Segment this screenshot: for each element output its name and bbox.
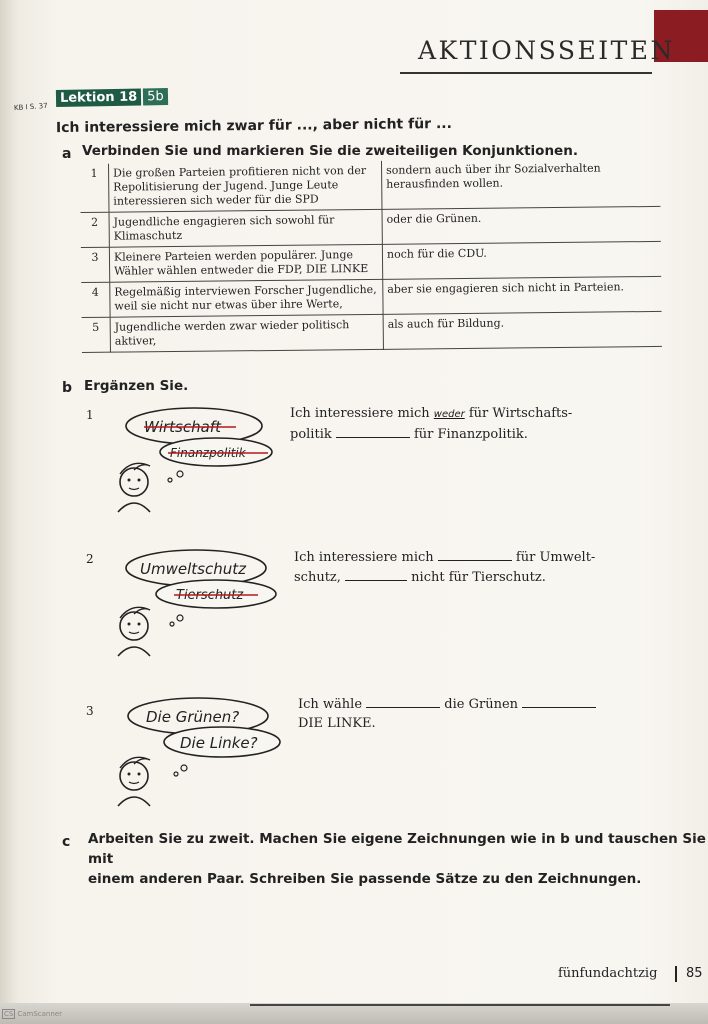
sentence-text: für Finanzpolitik. [409,427,528,442]
sentence-text: die Grünen [440,697,523,712]
thinking-person-drawing [98,398,278,518]
page-number: 85 [686,966,703,981]
sentence-line [290,404,572,425]
sentence-text: Ich wähle [298,697,367,712]
row-number: 1 [80,164,109,213]
section-a-letter: a [62,146,72,162]
watermark-text: CamScanner [17,1010,62,1018]
lesson-badge-label: Lektion 18 [56,88,142,106]
bubble-text: Umweltschutz [140,560,246,578]
table-row [82,311,662,352]
section-c-instruction [88,829,708,889]
sentence-end: sondern auch über ihr Sozialverhalten herausfinden wollen. [381,158,660,209]
scanner-watermark [2,1009,62,1019]
answer-blank[interactable] [366,694,440,708]
lesson-title: Ich interessiere mich zwar für ..., aber nicht für ... [55,115,452,137]
sentence-text: Ich interessiere mich [290,406,434,421]
sentence-end: aber sie engagieren sich nicht in Parteien. [383,276,662,314]
section-b-instruction: Ergänzen Sie. [84,378,189,394]
sentence-text: Ich interessiere mich [294,550,438,565]
sentence-start: Regelmäßig interviewen Forscher Jugendliche, weil sie nicht nur etwas über ihre Werte, [110,279,383,317]
matching-table [80,158,662,353]
sentence-start: Die großen Parteien profitieren nicht von der Repolitisierung der Jugend. Junge Leute interessieren sich weder für die SPD [108,161,381,212]
sentence-text: für Wirtschafts- [464,406,573,421]
row-number: 2 [81,212,110,247]
sentence-end: noch für die CDU. [382,241,661,279]
row-number: 3 [81,247,110,282]
instruction-line: Arbeiten Sie zu zweit. Machen Sie eigene Zeichnungen wie in b und tauschen Sie mit [88,831,706,867]
bubble-text: Die Grünen? [146,708,240,726]
sentence-line [294,567,546,588]
thinking-person-drawing [98,694,288,814]
answer-blank[interactable] [345,567,407,581]
section-a-instruction: Verbinden Sie und markieren Sie die zweiteiligen Konjunktionen. [82,143,578,159]
row-number: 5 [82,317,111,352]
page-edge-shadow [0,1003,708,1024]
answer-blank[interactable] [522,694,596,708]
exercise-number: 2 [86,552,94,566]
exercise-number: 3 [86,704,94,718]
sentence-end: oder die Grünen. [382,206,661,244]
sentence-start: Kleinere Parteien werden populärer. Junge Wähler wählen entweder die FDP, DIE LINKE [109,244,382,282]
bubble-text: Die Linke? [180,734,258,752]
sentence-end: als auch für Bildung. [383,311,662,349]
bubble-text: Finanzpolitik [170,446,246,460]
section-b-letter: b [62,380,73,396]
sentence-text: politik [290,427,336,442]
answer-blank[interactable] [438,547,512,561]
table-row [80,158,660,213]
lesson-badge-sub: 5b [143,88,168,105]
page-header-title: AKTIONSSEITEN [418,36,675,65]
page-bottom-rule [250,1004,670,1006]
sentence-line [290,424,528,445]
footer-separator [675,966,677,982]
lesson-badge [56,88,168,107]
sentence-line [298,694,596,715]
section-c-letter: c [62,834,71,850]
header-underline [400,72,652,74]
instruction-line: einem anderen Paar. Schreiben Sie passende Sätze zu den Zeichnungen. [88,871,642,887]
bubble-text: Wirtschaft [144,418,221,436]
page-number-word: fünfundachtzig [558,966,658,981]
exercise-number: 1 [86,408,94,422]
row-number: 4 [81,282,110,317]
sentence-text: schutz, [294,570,346,585]
sentence-line: DIE LINKE. [298,716,376,731]
bubble-text: Tierschutz [176,588,244,603]
watermark-badge: CS [4,1010,14,1018]
thinking-person-drawing [98,544,278,664]
sentence-line [294,547,595,568]
sentence-text: für Umwelt- [511,550,596,565]
kb-reference: KB I S. 37 [13,101,48,113]
sentence-start: Jugendliche werden zwar wieder politisch aktiver, [110,314,383,352]
answer-blank[interactable] [336,424,410,438]
sentence-start: Jugendliche engagieren sich sowohl für Klimaschutz [109,209,382,247]
handwritten-answer: weder [433,409,465,420]
sentence-text: nicht für Tierschutz. [407,570,546,585]
